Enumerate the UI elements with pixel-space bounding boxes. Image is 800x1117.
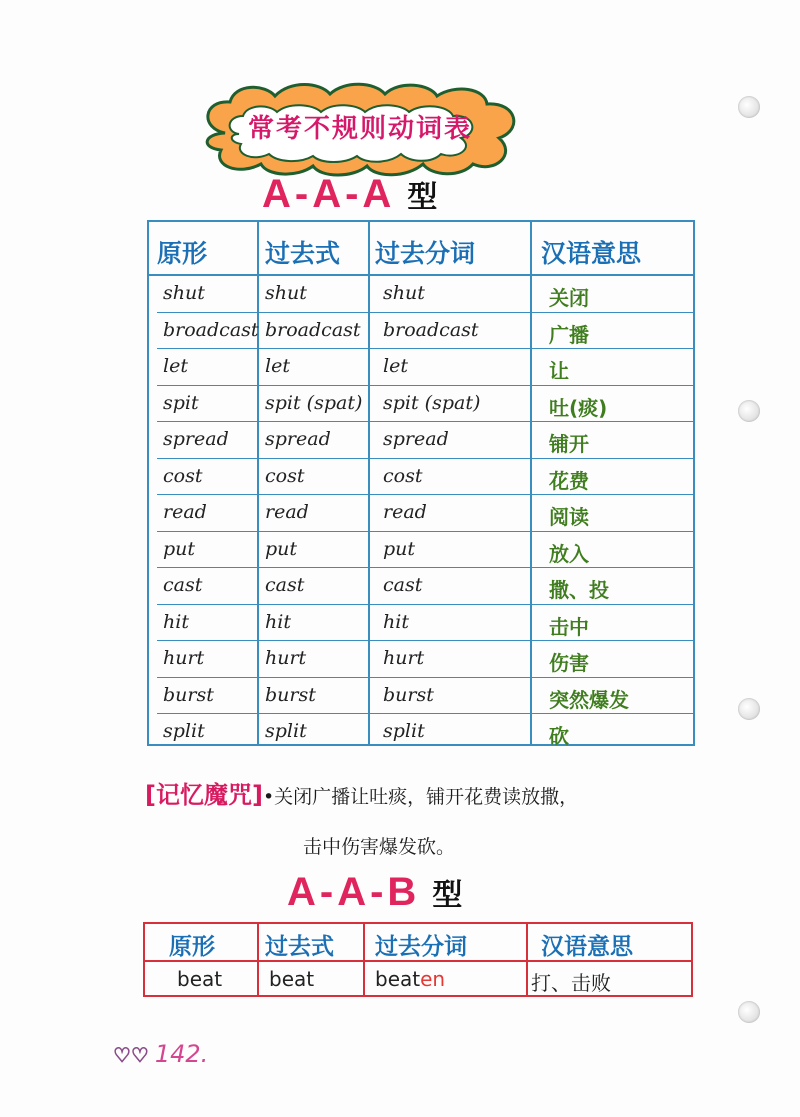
cell-past-participle: read (383, 501, 427, 523)
verb-table-aaa (147, 220, 695, 746)
binder-hole (738, 1001, 760, 1023)
cell-past-tense: read (265, 501, 309, 523)
cell-base-form: read (163, 501, 207, 523)
cell-chinese-meaning: 让 (549, 359, 569, 383)
cell-past-participle: let (383, 355, 408, 377)
cell-past-tense: cost (265, 464, 305, 487)
table-row (149, 313, 693, 350)
cell-past-tense: beat (269, 967, 315, 991)
cell-base-form: hurt (163, 647, 205, 669)
cell-base-form: shut (163, 282, 205, 304)
cell-chinese-meaning: 花费 (549, 468, 589, 493)
header-base-form: 原形 (169, 934, 215, 960)
header-past-participle: 过去分词 (375, 239, 476, 268)
cell-past-tense: spread (265, 428, 331, 450)
table-row (149, 568, 693, 605)
cell-past-participle: spread (383, 428, 449, 450)
cell-base-form: spit (163, 391, 199, 414)
cell-base-form: hit (163, 610, 189, 633)
cell-past-participle: burst (383, 683, 434, 706)
cell-past-tense: spit (spat) (265, 391, 363, 414)
section-suffix: 型 (432, 878, 463, 913)
header-past-tense: 过去式 (265, 934, 334, 960)
table-row (149, 678, 693, 715)
header-base-form: 原形 (157, 239, 208, 268)
cell-base-form: split (163, 720, 205, 742)
cell-chinese-meaning: 打、击败 (531, 971, 611, 995)
table-row (149, 641, 693, 678)
cell-past-tense: let (265, 355, 290, 377)
cell-past-tense: split (265, 720, 307, 742)
binder-hole (738, 400, 760, 422)
cell-chinese-meaning: 广播 (549, 322, 589, 347)
cell-base-form: beat (177, 967, 223, 991)
table-row (149, 605, 693, 642)
cell-chinese-meaning: 放入 (549, 541, 589, 566)
participle-suffix: en (420, 967, 446, 991)
cell-chinese-meaning: 击中 (549, 614, 589, 639)
mnemonic (145, 775, 705, 810)
page-number: 142. (154, 1040, 209, 1068)
binder-hole (738, 96, 760, 118)
header-past-participle: 过去分词 (375, 934, 467, 960)
section-letters: A-A-B (287, 870, 421, 914)
cell-past-participle: hurt (383, 647, 425, 669)
table-row (149, 459, 693, 496)
cell-past-participle: shut (383, 282, 425, 304)
cell-past-participle: spit (spat) (383, 391, 481, 414)
cell-past-participle: hit (383, 610, 409, 633)
cell-past-participle: broadcast (383, 318, 479, 341)
cell-chinese-meaning: 关闭 (549, 286, 589, 310)
cell-past-participle: cost (383, 464, 423, 487)
header-chinese-meaning: 汉语意思 (541, 239, 642, 268)
cell-chinese-meaning: 砍 (549, 724, 569, 748)
binder-hole (738, 698, 760, 720)
cell-chinese-meaning: 铺开 (549, 432, 589, 456)
title-cloud (195, 78, 525, 178)
cell-past-participle: put (383, 537, 416, 560)
cell-past-participle: split (383, 720, 425, 742)
section-suffix: 型 (407, 180, 438, 215)
participle-stem: beat (375, 967, 421, 991)
header-past-tense: 过去式 (265, 239, 341, 268)
cell-base-form: let (163, 355, 188, 377)
cell-base-form: burst (163, 683, 214, 706)
cell-base-form: broadcast (163, 318, 259, 341)
verb-table-aab (143, 922, 693, 997)
cell-base-form: put (163, 537, 196, 560)
hearts-icon: ♡♡ (113, 1043, 149, 1067)
cell-past-participle (375, 967, 445, 991)
mnemonic-line-2: 击中伤害爆发砍。 (303, 836, 456, 858)
table-row (149, 495, 693, 532)
page-title: 常考不规则动词表 (247, 114, 472, 144)
cell-past-tense: put (265, 537, 298, 560)
table-row (149, 386, 693, 423)
table-row (149, 422, 693, 459)
cell-past-tense: hit (265, 610, 291, 633)
cell-past-tense: burst (265, 683, 316, 706)
section-heading-aaa (262, 172, 437, 217)
mnemonic-label: [记忆魔咒] (145, 781, 263, 809)
cell-chinese-meaning: 吐(痰) (549, 395, 608, 420)
section-heading-aab (287, 870, 462, 915)
cell-chinese-meaning: 撒、投 (549, 578, 609, 602)
cell-past-tense: cast (265, 574, 305, 596)
table-row (149, 714, 693, 751)
table-row (149, 349, 693, 386)
cell-base-form: spread (163, 428, 229, 450)
cell-past-tense: broadcast (265, 318, 361, 341)
cell-past-tense: hurt (265, 647, 307, 669)
table-row (149, 276, 693, 313)
cell-chinese-meaning: 阅读 (549, 505, 589, 529)
cell-past-tense: shut (265, 282, 307, 304)
cell-past-participle: cast (383, 574, 423, 596)
header-chinese-meaning: 汉语意思 (541, 934, 633, 960)
cell-base-form: cast (163, 574, 203, 596)
cell-chinese-meaning: 伤害 (549, 651, 589, 675)
section-letters: A-A-A (262, 172, 396, 216)
cell-chinese-meaning: 突然爆发 (549, 687, 629, 712)
page-footer (113, 1040, 208, 1068)
cell-base-form: cost (163, 464, 203, 487)
table-row (149, 532, 693, 569)
mnemonic-line-1: •关闭广播让吐痰，铺开花费读放撒， (262, 786, 579, 808)
